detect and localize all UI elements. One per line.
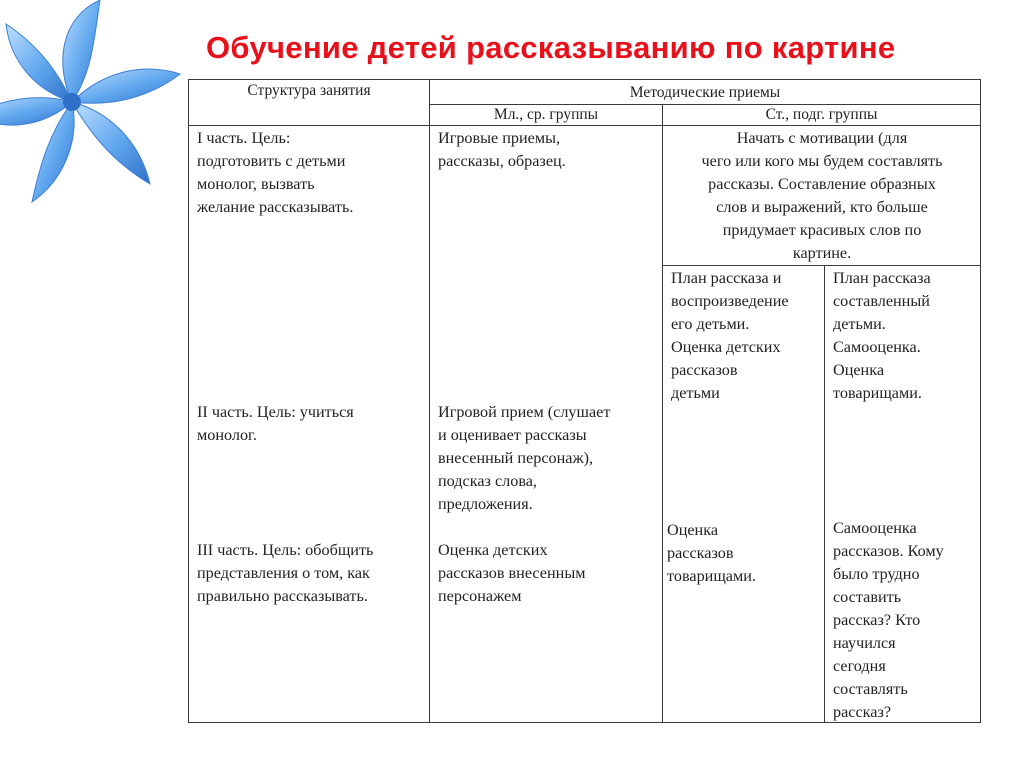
- part-3-goal: III часть. Цель: обобщить представления о том, как правильно рассказывать.: [197, 541, 374, 605]
- junior-part-1: Игровые приемы, рассказы, образец.: [438, 129, 566, 170]
- senior-part-3-right: Самооценка рассказов. Кому было трудно составить рассказ? Кто научился сегодня составлять рассказ?: [833, 519, 944, 721]
- junior-part-3: Оценка детских рассказов внесенным персонажем: [438, 541, 586, 605]
- header-junior-groups: Мл., ср. группы: [493, 106, 599, 123]
- flower-icon: [0, 0, 185, 230]
- header-senior-groups: Ст., подг. группы: [765, 106, 878, 123]
- part-1-goal: I часть. Цель: подготовить с детьми монолог, вызвать желание рассказывать.: [197, 129, 354, 216]
- senior-part-1: Начать с мотивации (для чего или кого мы будем составлять рассказы. Составление образных слов и выражений, кто больше придумает красивых слов по картине.: [701, 129, 943, 262]
- header-structure: Структура занятия: [247, 82, 371, 99]
- header-methods: Методические приемы: [629, 84, 781, 101]
- senior-part-2-left: План рассказа и воспроизведение его детьми. Оценка детских рассказов детьми: [671, 269, 789, 402]
- page-title: Обучение детей рассказыванию по картине: [206, 30, 896, 65]
- part-2-goal: II часть. Цель: учиться монолог.: [197, 403, 354, 444]
- methods-table: [188, 79, 981, 723]
- senior-part-3-left: Оценка рассказов товарищами.: [667, 521, 756, 585]
- junior-part-2: Игровой прием (слушает и оценивает рассказы внесенный персонаж), подсказ слова, предложения.: [438, 403, 611, 513]
- senior-part-2-right: План рассказа составленный детьми. Самооценка. Оценка товарищами.: [833, 269, 931, 402]
